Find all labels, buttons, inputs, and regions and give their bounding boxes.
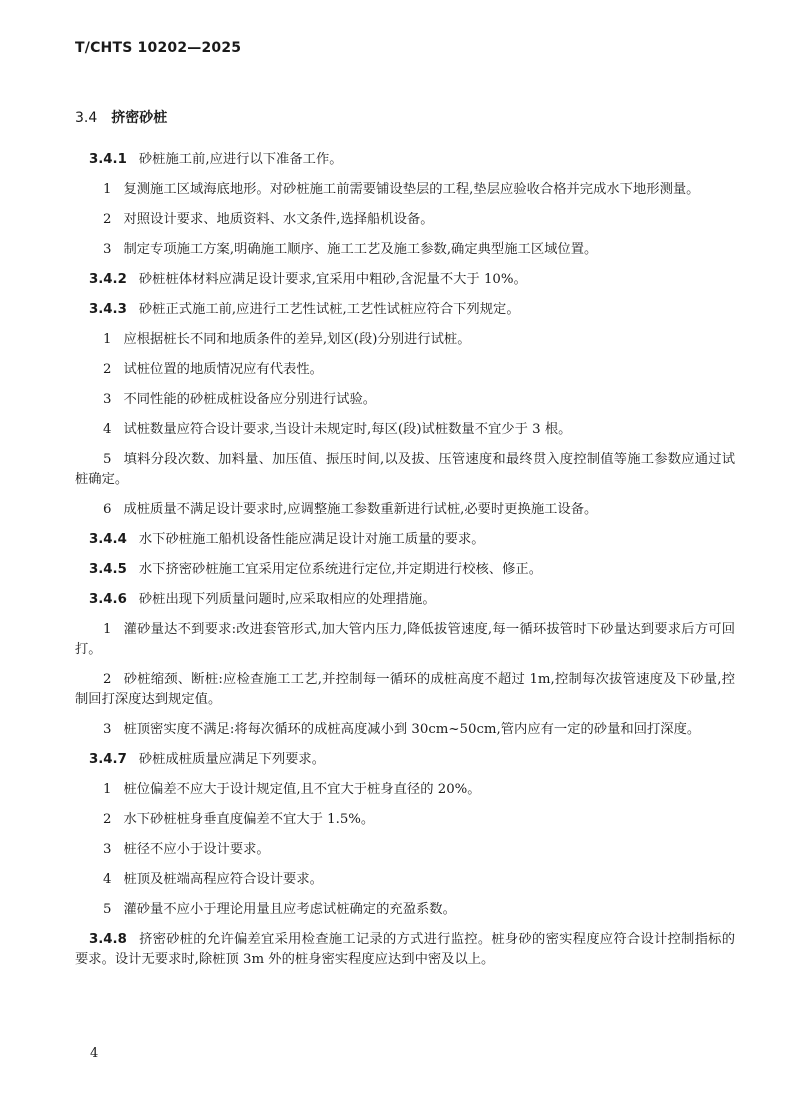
clause-3-4-1 [75, 150, 735, 170]
list-item [75, 720, 735, 740]
item-text: 灌砂量达不到要求:改进套管形式,加大管内压力,降低拔管速度,每一循环拔管时下砂量达到要求后方可回打。 [75, 622, 735, 657]
clause-text: 水下挤密砂桩施工宜采用定位系统进行定位,并定期进行校核、修正。 [138, 562, 542, 577]
item-text: 应根据桩长不同和地质条件的差异,划区(段)分别进行试桩。 [123, 332, 471, 347]
clause-number: 3.4.6 [89, 592, 127, 607]
item-number: 3 [103, 842, 112, 857]
clause-number: 3.4.3 [89, 302, 127, 317]
item-text: 不同性能的砂桩成桩设备应分别进行试验。 [123, 392, 377, 407]
clause-3-4-5 [75, 560, 735, 580]
item-text: 试桩位置的地质情况应有代表性。 [123, 362, 323, 377]
clause-3-4-2 [75, 270, 735, 290]
clause-number: 3.4.4 [89, 532, 127, 547]
item-number: 4 [103, 872, 112, 887]
item-number: 3 [103, 722, 112, 737]
item-number: 3 [103, 242, 112, 257]
clause-text: 砂桩桩体材料应满足设计要求,宜采用中粗砂,含泥量不大于 10%。 [138, 272, 527, 287]
clause-number: 3.4.7 [89, 752, 127, 767]
item-number: 2 [103, 672, 112, 687]
document-body [75, 150, 735, 980]
item-text: 成桩质量不满足设计要求时,应调整施工参数重新进行试桩,必要时更换施工设备。 [123, 502, 598, 517]
item-text: 桩径不应小于设计要求。 [123, 842, 270, 857]
clause-number: 3.4.5 [89, 562, 127, 577]
item-number: 5 [103, 452, 112, 467]
item-text: 试桩数量应符合设计要求,当设计未规定时,每区(段)试桩数量不宜少于 3 根。 [123, 422, 572, 437]
clause-3-4-4 [75, 530, 735, 550]
list-item [75, 900, 735, 920]
item-number: 4 [103, 422, 112, 437]
section-number: 3.4 [75, 110, 98, 126]
item-number: 1 [103, 332, 112, 347]
page-number: 4 [90, 1046, 99, 1061]
clause-text: 挤密砂桩的允许偏差宜采用检查施工记录的方式进行监控。桩身砂的密实程度应符合设计控制指标的要求。设计无要求时,除桩顶 3m 外的桩身密实程度应达到中密及以上。 [75, 932, 735, 967]
clause-text: 砂桩正式施工前,应进行工艺性试桩,工艺性试桩应符合下列规定。 [138, 302, 520, 317]
section-title: 挤密砂桩 [111, 110, 168, 126]
clause-text: 砂桩施工前,应进行以下准备工作。 [138, 152, 343, 167]
item-text: 制定专项施工方案,明确施工顺序、施工工艺及施工参数,确定典型施工区域位置。 [123, 242, 598, 257]
list-item [75, 390, 735, 410]
item-number: 2 [103, 812, 112, 827]
clause-3-4-8 [75, 930, 735, 970]
clause-number: 3.4.8 [89, 932, 127, 947]
list-item [75, 780, 735, 800]
list-item [75, 870, 735, 890]
clause-3-4-7 [75, 750, 735, 770]
item-text: 桩位偏差不应大于设计规定值,且不宜大于桩身直径的 20%。 [123, 782, 481, 797]
clause-text: 砂桩成桩质量应满足下列要求。 [138, 752, 326, 767]
item-number: 2 [103, 212, 112, 227]
item-text: 砂桩缩颈、断桩:应检查施工工艺,并控制每一循环的成桩高度不超过 1m,控制每次拔管速度及下砂量,控制回打深度达到规定值。 [75, 672, 735, 707]
list-item [75, 670, 735, 710]
list-item [75, 210, 735, 230]
section-heading [75, 107, 167, 127]
list-item [75, 840, 735, 860]
list-item [75, 240, 735, 260]
list-item [75, 500, 735, 520]
clause-text: 砂桩出现下列质量问题时,应采取相应的处理措施。 [138, 592, 436, 607]
item-text: 复测施工区域海底地形。对砂桩施工前需要铺设垫层的工程,垫层应验收合格并完成水下地形测量。 [123, 182, 700, 197]
list-item [75, 450, 735, 490]
item-text: 对照设计要求、地质资料、水文条件,选择船机设备。 [123, 212, 434, 227]
list-item [75, 620, 735, 660]
item-number: 3 [103, 392, 112, 407]
item-text: 水下砂桩桩身垂直度偏差不宜大于 1.5%。 [123, 812, 375, 827]
item-number: 5 [103, 902, 112, 917]
clause-text: 水下砂桩施工船机设备性能应满足设计对施工质量的要求。 [138, 532, 485, 547]
item-number: 6 [103, 502, 112, 517]
clause-number: 3.4.2 [89, 272, 127, 287]
clause-3-4-3 [75, 300, 735, 320]
item-number: 1 [103, 782, 112, 797]
item-text: 填料分段次数、加料量、加压值、振压时间,以及拔、压管速度和最终贯入度控制值等施工参数应通过试桩确定。 [75, 452, 735, 487]
list-item [75, 360, 735, 380]
list-item [75, 180, 735, 200]
list-item [75, 420, 735, 440]
standard-code-header: T/CHTS 10202—2025 [75, 40, 242, 56]
item-number: 1 [103, 182, 112, 197]
item-text: 桩顶密实度不满足:将每次循环的成桩高度减小到 30cm~50cm,管内应有一定的砂量和回打深度。 [123, 722, 701, 737]
item-text: 灌砂量不应小于理论用量且应考虑试桩确定的充盈系数。 [123, 902, 456, 917]
list-item [75, 330, 735, 350]
item-text: 桩顶及桩端高程应符合设计要求。 [123, 872, 323, 887]
clause-3-4-6 [75, 590, 735, 610]
list-item [75, 810, 735, 830]
item-number: 1 [103, 622, 112, 637]
clause-number: 3.4.1 [89, 152, 127, 167]
item-number: 2 [103, 362, 112, 377]
